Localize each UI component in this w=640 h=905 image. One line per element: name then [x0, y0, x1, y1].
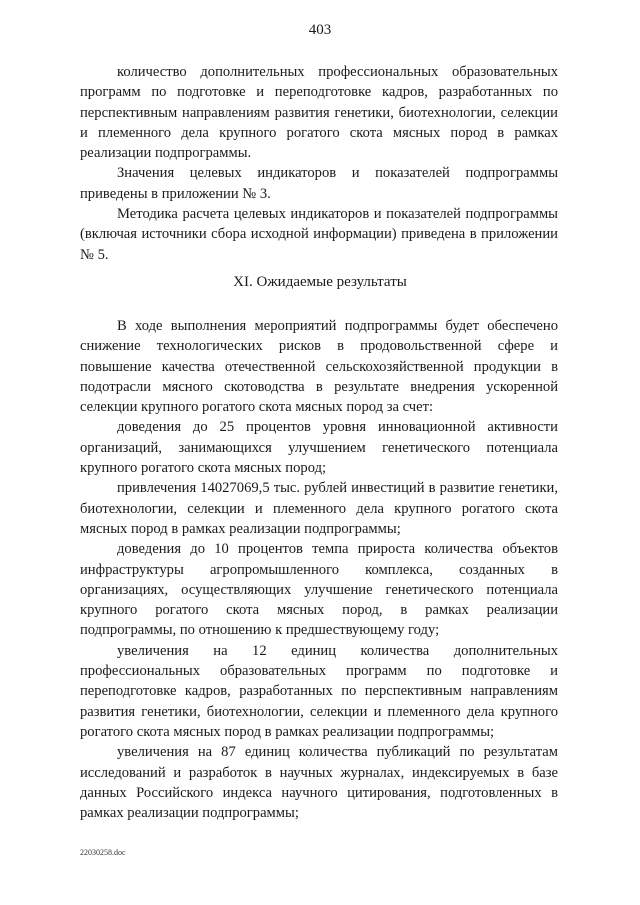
results-text-block	[80, 316, 558, 823]
paragraph: увеличения на 12 единиц количества дополнительных профессиональных образовательных программ по подготовке и переподготовке кадров, разработанных по перспективным направлениям развития генетики, биотехнологии, селекции и племенного дела крупного рогатого скота мясных пород в рамках реализации подпрограммы;	[80, 642, 558, 740]
paragraph: привлечения 14027069,5 тыс. рублей инвестиций в развитие генетики, биотехнологии, селекции и племенного дела крупного рогатого скота мясных пород в рамках реализации подпрограммы;	[80, 480, 558, 537]
paragraph: Значения целевых индикаторов и показателей подпрограммы приведены в приложении № 3.	[80, 165, 558, 202]
paragraph: доведения до 25 процентов уровня инновационной активности организаций, занимающихся улучшением генетического потенциала крупного рогатого скота мясных пород;	[80, 419, 558, 477]
paragraph: доведения до 10 процентов темпа прироста количества объектов инфраструктуры агропромышленного комплекса, созданных в организациях, осуществляющих улучшение генетического потенциала крупного рогатого скота мясных пород, в рамках реализации подпрограммы, по отношению к предшествующему году;	[80, 541, 558, 639]
page-number: 403	[308, 22, 332, 38]
paragraph: Методика расчета целевых индикаторов и показателей подпрограммы (включая источники сбора исходной информации) приведена в приложении № 5.	[80, 206, 558, 263]
footer-file-code: 22030258.doc	[80, 848, 126, 857]
paragraph: увеличения на 87 единиц количества публикаций по результатам исследований и разработок в научных журналах, индексируемых в базе данных Российского индекса научного цитирования, подготовленных в рамках реализации подпрограммы;	[80, 744, 558, 822]
section-heading: XI. Ожидаемые результаты	[233, 274, 407, 290]
paragraph: В ходе выполнения мероприятий подпрограммы будет обеспечено снижение технологических рисков в продовольственной сфере и повышение качества отечественной сельскохозяйственной продукции в подотрасли мясного скотоводства в результате внедрения ускоренной селекции крупного рогатого скота мясных пород за счет:	[80, 318, 558, 416]
intro-text-block	[80, 62, 558, 265]
paragraph: количество дополнительных профессиональных образовательных программ по подготовке и переподготовке кадров, разработанных по перспективным направлениям развития генетики, биотехнологии, селекции и племенного дела крупного рогатого скота мясных пород в рамках реализации подпрограммы.	[80, 64, 558, 162]
